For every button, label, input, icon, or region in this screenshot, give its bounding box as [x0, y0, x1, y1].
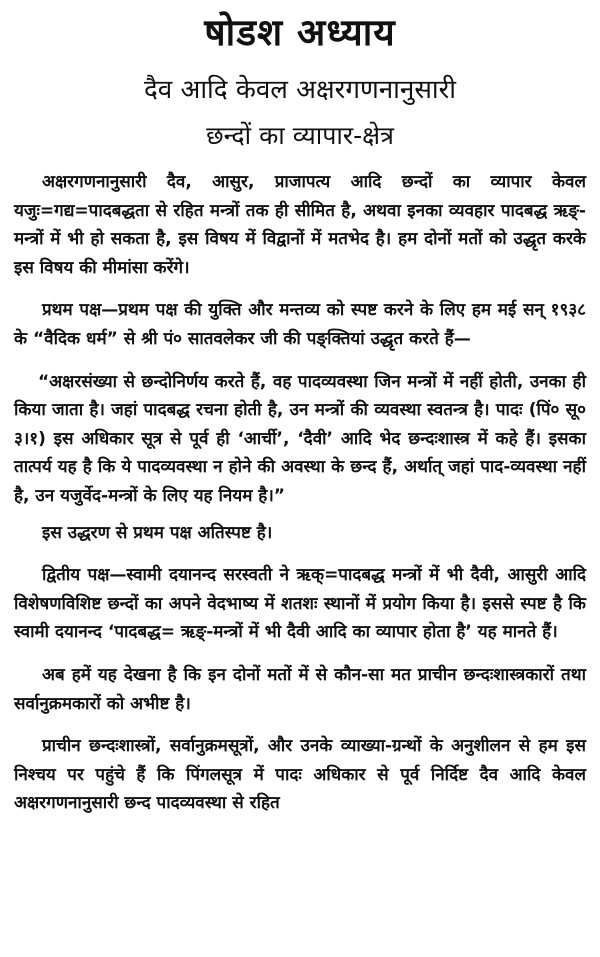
paragraph: अक्षरगणनानुसारी दैव, आसुर, प्राजापत्य आदि छन्दों का व्यापार केवल यजुः=गद्य=पादबद्धता से रहित मन्त्रों तक ही सीमित है, अथवा इनका व्यवहार पादबद्ध ऋङ्-मन्त्रों में भी हो सकता है, इस विषय में विद्वानों में मतभेद है। हम दोनों मतों को उद्धृत करके इस विषय की मीमांसा करेंगे।: [14, 172, 586, 278]
paragraph: प्राचीन छन्दःशास्त्रों, सर्वानुक्रमसूत्रों, और उनके व्याख्या-ग्रन्थों के अनुशीलन से हम इस निश्चय पर पहुंचे हैं कि पिंगलसूत्र में पादः अधिकार से पूर्व निर्दिष्ट दैव आदि केवल अक्षरगणनानुसारी छन्द पादव्यवस्था से रहित: [14, 736, 586, 814]
paragraph: अब हमें यह देखना है कि इन दोनों मतों में से कौन-सा मत प्राचीन छन्दःशास्त्रकारों तथा सर्वानुक्रमकारों को अभीष्ट है।: [14, 664, 586, 714]
quotation: “अक्षरसंख्या से छन्दोनिर्णय करते हैं, वह पादव्यवस्था जिन मन्त्रों में नहीं होती, उनका ही किया जाता है। जहां पादबद्ध रचना होती है, उन मन्त्रों की व्यवस्था स्वतन्त्र है। पादः (पिं० सू० ३।१) इस अधिकार सूत्र से पूर्व ही ‘आर्ची’, ‘दैवी’ आदि भेद छन्दःशास्त्र में कहे हैं। इसका तात्पर्य यह है कि ये पादव्यवस्था न होने की अवस्था के छन्द हैं, अर्थात् जहां पाद-व्यवस्था नहीं है, उन यजुर्वेद-मन्त्रों के लिए यह नियम है।”: [14, 371, 586, 506]
chapter-title: षोडश अध्याय: [204, 11, 396, 54]
paragraph: प्रथम पक्ष—प्रथम पक्ष की युक्ति और मन्तव्य को स्पष्ट करने के लिए हम मई सन् १९३८ के “वैदिक धर्म” से श्री पं० सातवलेकर जी की पङ्क्तियां उद्धृत करते हैं—: [14, 300, 586, 349]
section-subtitle: छन्दों का व्यापार-क्षेत्र: [206, 121, 394, 150]
paragraph: इस उद्धरण से प्रथम पक्ष अतिस्पष्ट है।: [42, 522, 273, 543]
section-title: दैव आदि केवल अक्षरगणनानुसारी: [143, 75, 457, 105]
paragraph: द्वितीय पक्ष—स्वामी दयानन्द सरस्वती ने ऋक्=पादबद्ध मन्त्रों में भी दैवी, आसुरी आदि विशेषणविशिष्ट छन्दों का अपने वेदभाष्य में शतशः स्थानों में प्रयोग किया है। इससे स्पष्ट है कि स्वामी दयानन्द ‘पादबद्ध= ऋङ्-मन्त्रों में भी दैवी आदि का व्यापार होता है’ यह मानते हैं।: [14, 565, 586, 643]
